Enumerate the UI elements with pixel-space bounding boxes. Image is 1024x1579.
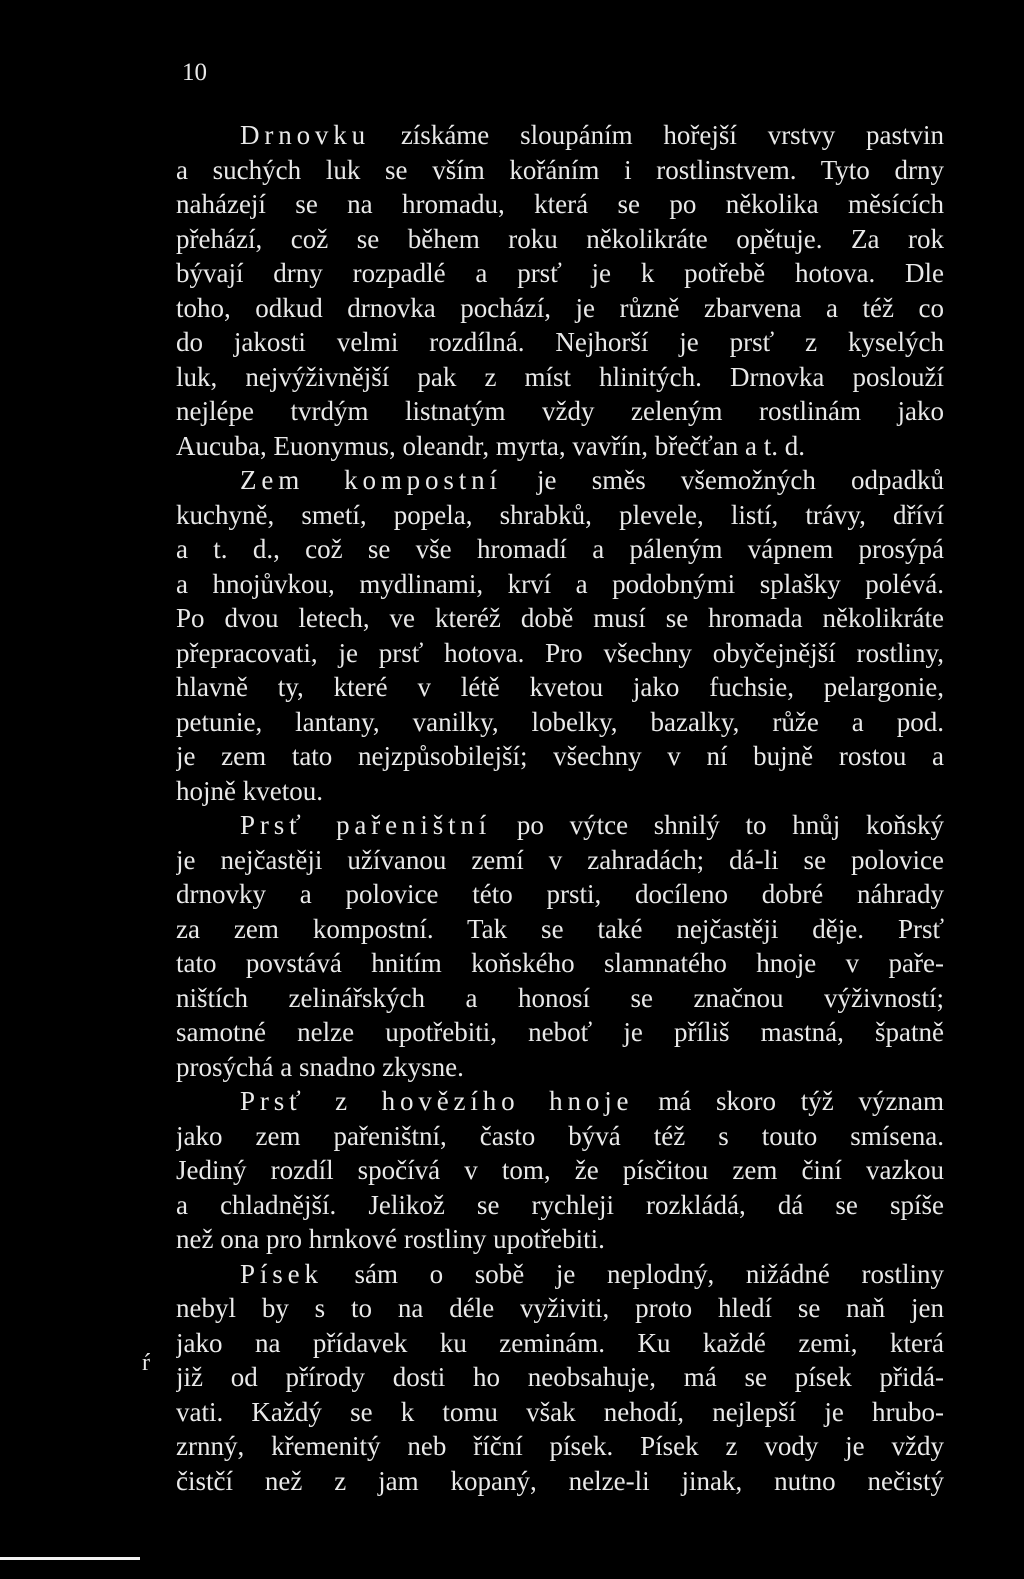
spaced-term: Prsť pařeništní [240, 810, 492, 840]
text-line [176, 636, 944, 671]
line-text: ništích zelinářských a honosí se značnou výživností; [176, 982, 944, 1013]
text-line [176, 912, 944, 947]
text-line [176, 1015, 944, 1050]
text-line [176, 1050, 944, 1085]
text-line [176, 567, 944, 602]
margin-mark: ŕ [142, 1350, 150, 1376]
spaced-term: Písek [240, 1258, 323, 1289]
text-line [176, 1222, 944, 1257]
line-text: je nejčastěji užívanou zemí v zahradách; dá-li se polovice [176, 844, 944, 875]
text-line [176, 946, 944, 981]
text-line [176, 1291, 944, 1326]
text-line [176, 429, 944, 464]
text-line [176, 739, 944, 774]
line-text: hlavně ty, které v létě kvetou jako fuchsie, pelargonie, [176, 672, 944, 702]
text-line [176, 222, 944, 257]
line-text: nebyl by s to na déle vyživiti, proto hledí se naň jen [176, 1293, 944, 1323]
line-text: přepracovati, je prsť hotova. Pro všechny obyčejnější rostliny, [176, 637, 944, 668]
line-text: zrnný, křemenitý neb říční písek. Písek z vody je vždy [176, 1431, 944, 1461]
line-text: sám o sobě je neplodný, nižádné rostliny [322, 1258, 944, 1289]
line-text: jako zem pařeništní, často bývá též s touto smísena. [176, 1120, 944, 1151]
line-text: a suchých luk se vším kořáním i rostlinstvem. Tyto drny [176, 154, 944, 185]
line-text: Jediný rozdíl spočívá v tom, že písčitou zem činí vazkou [176, 1155, 944, 1185]
text-line [176, 1464, 944, 1499]
text-line [176, 463, 944, 498]
page-number: 10 [182, 59, 207, 86]
line-text: prosýchá a snadno zkysne. [176, 1051, 464, 1082]
text-line [176, 1360, 944, 1395]
line-text: kuchyně, smetí, popela, shrabků, plevele, listí, trávy, dříví [176, 499, 944, 530]
text-line [176, 1084, 944, 1119]
text-line [176, 532, 944, 567]
line-text: za zem kompostní. Tak se také nejčastěji děje. Prsť [176, 913, 944, 944]
line-text: toho, odkud drnovka pochází, je různě zbarvena a též co [176, 292, 944, 323]
line-text: čistčí než z jam kopaný, nelze-li jinak, nutno nečistý [176, 1465, 944, 1496]
text-line [176, 256, 944, 291]
line-text: hojně kvetou. [176, 775, 323, 806]
line-text: samotné nelze upotřebiti, neboť je příliš mastná, špatně [176, 1017, 944, 1047]
text-line [176, 1257, 944, 1292]
spaced-term: Zem kompostní [240, 465, 502, 495]
text-line [176, 291, 944, 326]
line-text: a chladnější. Jelikož se rychleji rozkládá, dá se spíše [176, 1189, 944, 1220]
line-text: jako na přídavek ku zeminám. Ku každé zemi, která [176, 1327, 944, 1358]
line-text: je zem tato nejzpůsobilejší; všechny v ní bujně rostou a [176, 741, 944, 771]
line-text: petunie, lantany, vanilky, lobelky, bazalky, růže a pod. [176, 706, 944, 737]
text-line [176, 118, 944, 153]
text-line [176, 1326, 944, 1361]
line-text: vati. Každý se k tomu však nehodí, nejlepší je hrubo- [176, 1396, 944, 1427]
line-text: Aucuba, Euonymus, oleandr, myrta, vavřín, břečťan a t. d. [176, 430, 806, 461]
text-line [176, 360, 944, 395]
text-line [176, 1395, 944, 1430]
text-line [176, 601, 944, 636]
text-line [176, 981, 944, 1016]
line-text: tato povstává hnitím koňského slamnatého hnoje v paře- [176, 948, 944, 978]
text-line [176, 325, 944, 360]
line-text: získáme sloupáním hořejší vrstvy pastvin [370, 120, 944, 150]
line-text: již od přírody dosti ho neobsahuje, má se písek přidá- [176, 1362, 944, 1392]
line-text: luk, nejvýživnější pak z míst hlinitých. Drnovka poslouží [176, 361, 944, 392]
text-line [176, 1119, 944, 1154]
text-line [176, 1188, 944, 1223]
line-text: do jakosti velmi rozdílná. Nejhorší je prsť z kyselých [176, 327, 944, 357]
line-text: přehází, což se během roku několikráte opětuje. Za rok [176, 223, 944, 254]
bottom-rule [0, 1557, 140, 1560]
line-text: bývají drny rozpadlé a prsť je k potřebě hotova. Dle [176, 258, 944, 288]
text-line [176, 153, 944, 188]
text-line [176, 1153, 944, 1188]
line-text: Po dvou letech, ve kteréž době musí se hromada několikráte [176, 603, 944, 633]
text-line [176, 774, 944, 809]
line-text: a hnojůvkou, mydlinami, krví a podobnými splašky polévá. [176, 568, 944, 599]
text-line [176, 843, 944, 878]
spaced-term: Drnovku [240, 120, 371, 150]
text-line [176, 394, 944, 429]
line-text: má skoro týž význam [633, 1086, 944, 1116]
text-line [176, 498, 944, 533]
line-text: a t. d., což se vše hromadí a páleným vápnem prosýpá [176, 534, 944, 564]
text-line [176, 1429, 944, 1464]
body-text [176, 118, 944, 1498]
text-line [176, 187, 944, 222]
line-text: než ona pro hrnkové rostliny upotřebiti. [176, 1224, 605, 1254]
text-line [176, 877, 944, 912]
text-line [176, 705, 944, 740]
text-line [176, 670, 944, 705]
line-text: je směs všemožných odpadků [501, 465, 944, 495]
line-text: drnovky a polovice této prsti, docíleno dobré náhrady [176, 879, 944, 909]
line-text: nejlépe tvrdým listnatým vždy zeleným rostlinám jako [176, 396, 944, 426]
spaced-term: Prsť z hovězího hnoje [240, 1086, 634, 1116]
line-text: naházejí se na hromadu, která se po několika měsících [176, 189, 944, 219]
line-text: po výtce shnilý to hnůj koňský [491, 810, 944, 840]
text-line [176, 808, 944, 843]
